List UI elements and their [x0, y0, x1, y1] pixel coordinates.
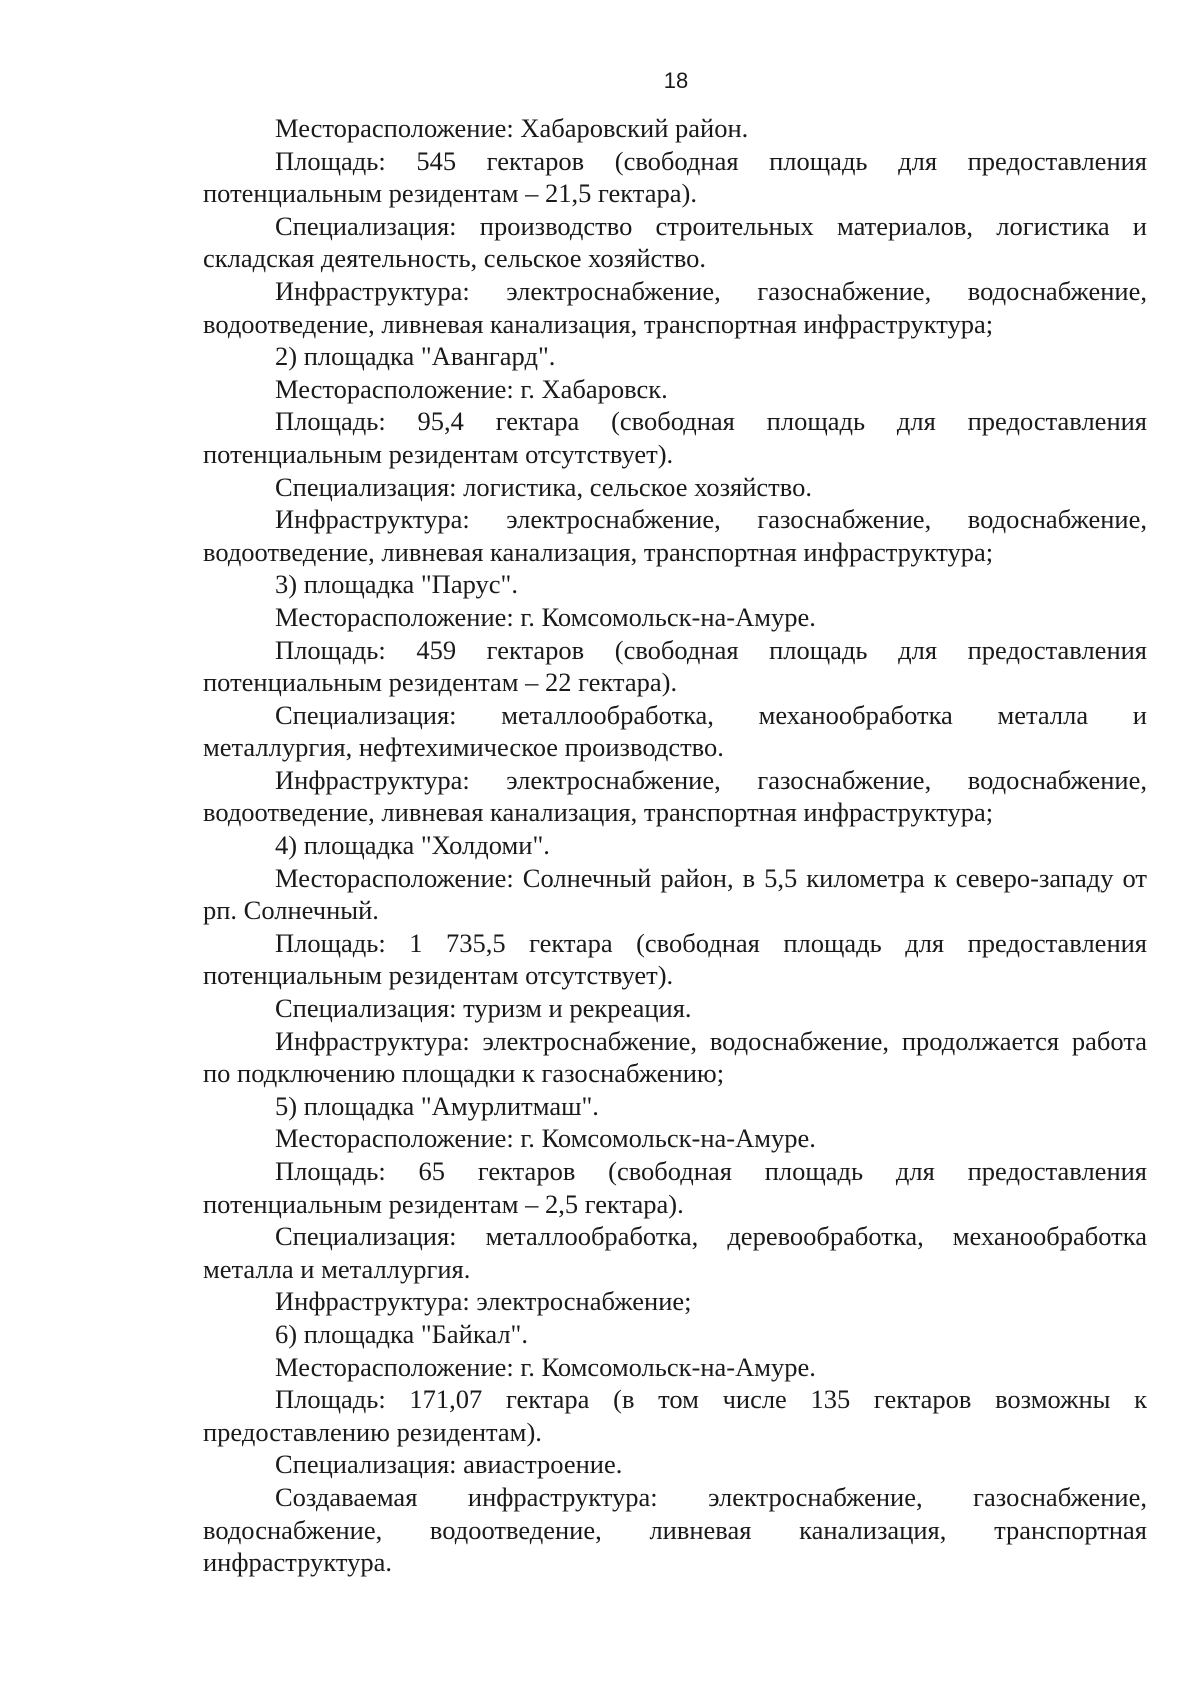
paragraph: Инфраструктура: электроснабжение;: [275, 1286, 692, 1317]
paragraph: Инфраструктура: электроснабжение, газоснабжение, водоснабжение, водоотведение, ливневая канализация, транспортная инфраструктура;: [203, 504, 1147, 567]
paragraph: 3) площадка "Парус".: [275, 569, 518, 600]
paragraph: 5) площадка "Амурлитмаш".: [275, 1090, 599, 1121]
paragraph: Инфраструктура: электроснабжение, газоснабжение, водоснабжение, водоотведение, ливневая канализация, транспортная инфраструктура;: [203, 764, 1147, 828]
paragraph: Инфраструктура: электроснабжение, водоснабжение, продолжается работа по подключению площадки к газоснабжению;: [203, 1025, 1147, 1089]
paragraph: Специализация: металлообработка, механообработка металла и металлургия, нефтехимическое производство.: [203, 699, 1147, 763]
paragraph: Специализация: металлообработка, деревообработка, механообработка металла и металлургия.: [203, 1221, 1147, 1284]
paragraph: 2) площадка "Авангард".: [275, 341, 556, 372]
paragraph: Специализация: логистика, сельское хозяйство.: [275, 471, 812, 502]
page-number: 18: [663, 68, 689, 93]
paragraph: Создаваемая инфраструктура: электроснабжение, газоснабжение, водоснабжение, водоотведение, ливневая канализация, транспортная инфраструктура.: [203, 1481, 1147, 1578]
paragraph: Месторасположение: г. Хабаровск.: [275, 373, 668, 404]
paragraph: 4) площадка "Холдоми".: [275, 830, 550, 861]
paragraph: Месторасположение: Хабаровский район.: [275, 113, 749, 143]
paragraph: 6) площадка "Байкал".: [275, 1318, 528, 1349]
paragraph: Специализация: туризм и рекреация.: [275, 993, 692, 1024]
paragraph: Специализация: производство строительных материалов, логистика и складская деятельность, сельское хозяйство.: [203, 210, 1147, 274]
paragraph: Площадь: 65 гектаров (свободная площадь для предоставления потенциальным резидентам – 2,5 гектара).: [203, 1156, 1147, 1219]
paragraph: Площадь: 545 гектаров (свободная площадь для предоставления потенциальным резидентам – 21,5 гектара).: [203, 145, 1147, 209]
paragraph: Месторасположение: г. Комсомольск-на-Амуре.: [275, 1351, 816, 1382]
paragraph: Площадь: 1 735,5 гектара (свободная площадь для предоставления потенциальным резидентам отсутствует).: [203, 927, 1147, 991]
paragraph: Площадь: 459 гектаров (свободная площадь для предоставления потенциальным резидентам – 22 гектара).: [203, 634, 1147, 698]
paragraph: Месторасположение: г. Комсомольск-на-Амуре.: [275, 1123, 816, 1154]
paragraph: Месторасположение: Солнечный район, в 5,5 километра к северо-западу от рп. Солнечный.: [203, 862, 1147, 926]
document-body: [203, 112, 1147, 1579]
paragraph: Площадь: 171,07 гектара (в том числе 135 гектаров возможны к предоставлению резидентам).: [203, 1384, 1147, 1447]
paragraph: Площадь: 95,4 гектара (свободная площадь для предоставления потенциальным резидентам отсутствует).: [203, 406, 1147, 469]
paragraph: Инфраструктура: электроснабжение, газоснабжение, водоснабжение, водоотведение, ливневая канализация, транспортная инфраструктура;: [203, 275, 1147, 339]
paragraph: Специализация: авиастроение.: [275, 1449, 623, 1480]
paragraph: Месторасположение: г. Комсомольск-на-Амуре.: [275, 601, 816, 632]
